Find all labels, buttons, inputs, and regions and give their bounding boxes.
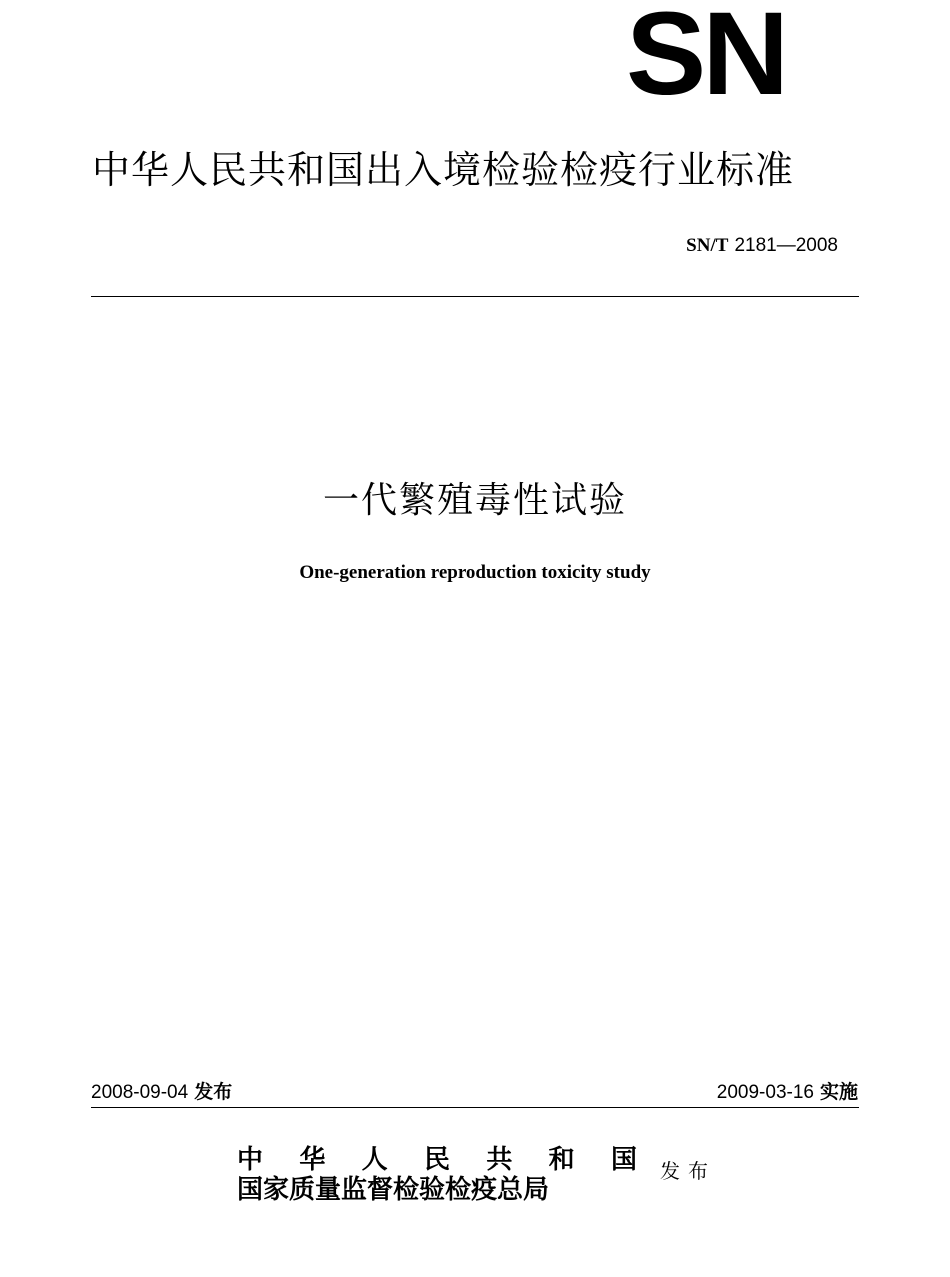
- issuer-char: 民: [423, 1145, 450, 1175]
- issuer-char: 华: [299, 1145, 326, 1175]
- standard-serial: 2181—2008: [734, 235, 838, 256]
- issuer-char: 国: [610, 1145, 637, 1175]
- issuer-char: 中: [237, 1145, 264, 1175]
- issuer-char: 和: [548, 1145, 575, 1175]
- standard-code: SN/T: [686, 235, 729, 256]
- issuing-authorities: [237, 1145, 637, 1205]
- industry-standard-title: 中华人民共和国出入境检验检疫行业标准: [92, 148, 795, 192]
- issuer-agency: 国家质量监督检验检疫总局: [237, 1175, 550, 1205]
- issue-date-value: 2008-09-04: [91, 1082, 189, 1103]
- effective-date: [717, 1079, 858, 1106]
- document-title-chinese: 一代繁殖毒性试验: [322, 480, 627, 521]
- top-divider: [91, 296, 859, 297]
- issuer-char: 人: [361, 1145, 388, 1175]
- standard-number: [686, 232, 838, 259]
- issuer-char: 共: [486, 1145, 513, 1175]
- issue-date: [91, 1079, 232, 1106]
- publish-label: 发布: [660, 1159, 716, 1183]
- effective-label: 实施: [819, 1081, 858, 1103]
- issue-label: 发布: [194, 1081, 233, 1103]
- sn-logo: SN: [626, 0, 786, 120]
- document-title-english: One-generation reproduction toxicity study: [299, 562, 651, 583]
- bottom-divider: [91, 1107, 859, 1108]
- issuer-country: [237, 1145, 637, 1175]
- effective-date-value: 2009-03-16: [716, 1082, 814, 1103]
